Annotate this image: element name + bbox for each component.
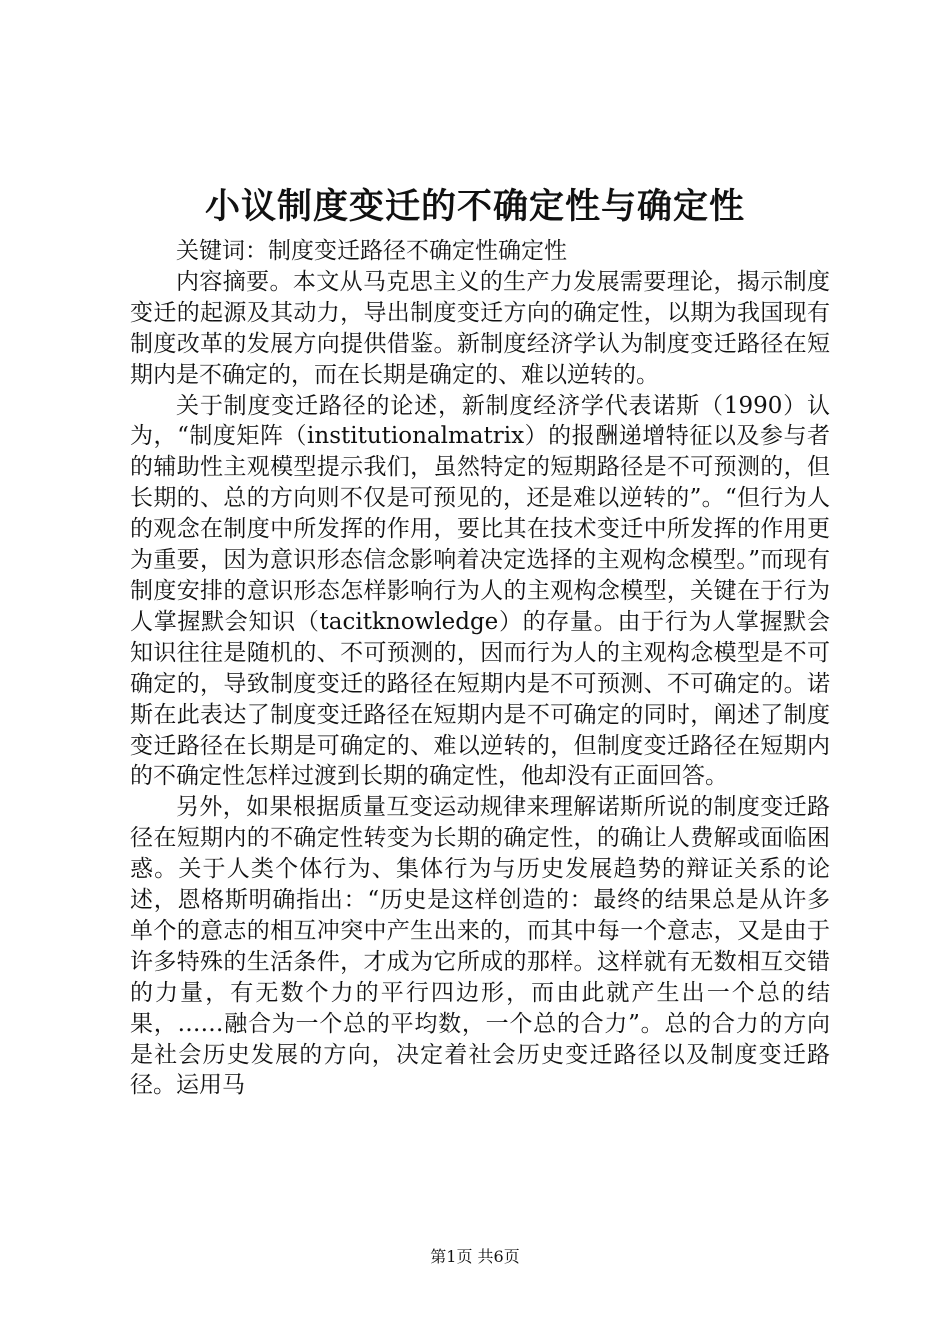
keywords-line: 关键词：制度变迁路径不确定性确定性	[176, 238, 567, 264]
paragraph-abstract: 内容摘要。本文从马克思主义的生产力发展需要理论，揭示制度变迁的起源及其动力，导出制度变迁方向的确定性，以期为我国现有制度改革的发展方向提供借鉴。新制度经济学认为制度变迁路径在短期内是不确定的，而在长期是确定的、难以逆转的。	[130, 268, 830, 388]
paragraph-north-discussion: 关于制度变迁路径的论述，新制度经济学代表诺斯（1990）认为，“制度矩阵（institutionalmatrix）的报酬递增特征以及参与者的辅助性主观模型提示我们，虽然特定的短期路径是不可预测的，但长期的、总的方向则不仅是可预见的，还是难以逆转的”。“但行为人的观念在制度中所发挥的作用，要比其在技术变迁中所发挥的作用更为重要，因为意识形态信念影响着决定选择的主观构念模型。”而现有制度安排的意识形态怎样影响行为人的主观构念模型，关键在于行为人掌握默会知识（tacitknowledge）的存量。由于行为人掌握默会知识往往是随机的、不可预测的，因而行为人的主观构念模型是不可确定的，导致制度变迁的路径在短期内是不可预测、不可确定的。诺斯在此表达了制度变迁路径在短期内是不可确定的同时，阐述了制度变迁路径在长期是可确定的、难以逆转的，但制度变迁路径在短期内的不确定性怎样过渡到长期的确定性，他却没有正面回答。	[130, 392, 830, 790]
page-number-footer: 第1页 共6页	[430, 1247, 520, 1266]
document-body	[130, 236, 830, 1101]
paragraph-engels-discussion: 另外，如果根据质量互变运动规律来理解诺斯所说的制度变迁路径在短期内的不确定性转变为长期的确定性，的确让人费解或面临困惑。关于人类个体行为、集体行为与历史发展趋势的辩证关系的论述，恩格斯明确指出：“历史是这样创造的：最终的结果总是从许多单个的意志的相互冲突中产生出来的，而其中每一个意志，又是由于许多特殊的生活条件，才成为它所成的那样。这样就有无数相互交错的力量，有无数个力的平行四边形，而由此就产生出一个总的结果，……融合为一个总的平均数，一个总的合力”。总的合力的方向是社会历史发展的方向，决定着社会历史变迁路径以及制度变迁路径。运用马	[130, 794, 830, 1099]
document-title: 小议制度变迁的不确定性与确定性	[204, 187, 745, 227]
